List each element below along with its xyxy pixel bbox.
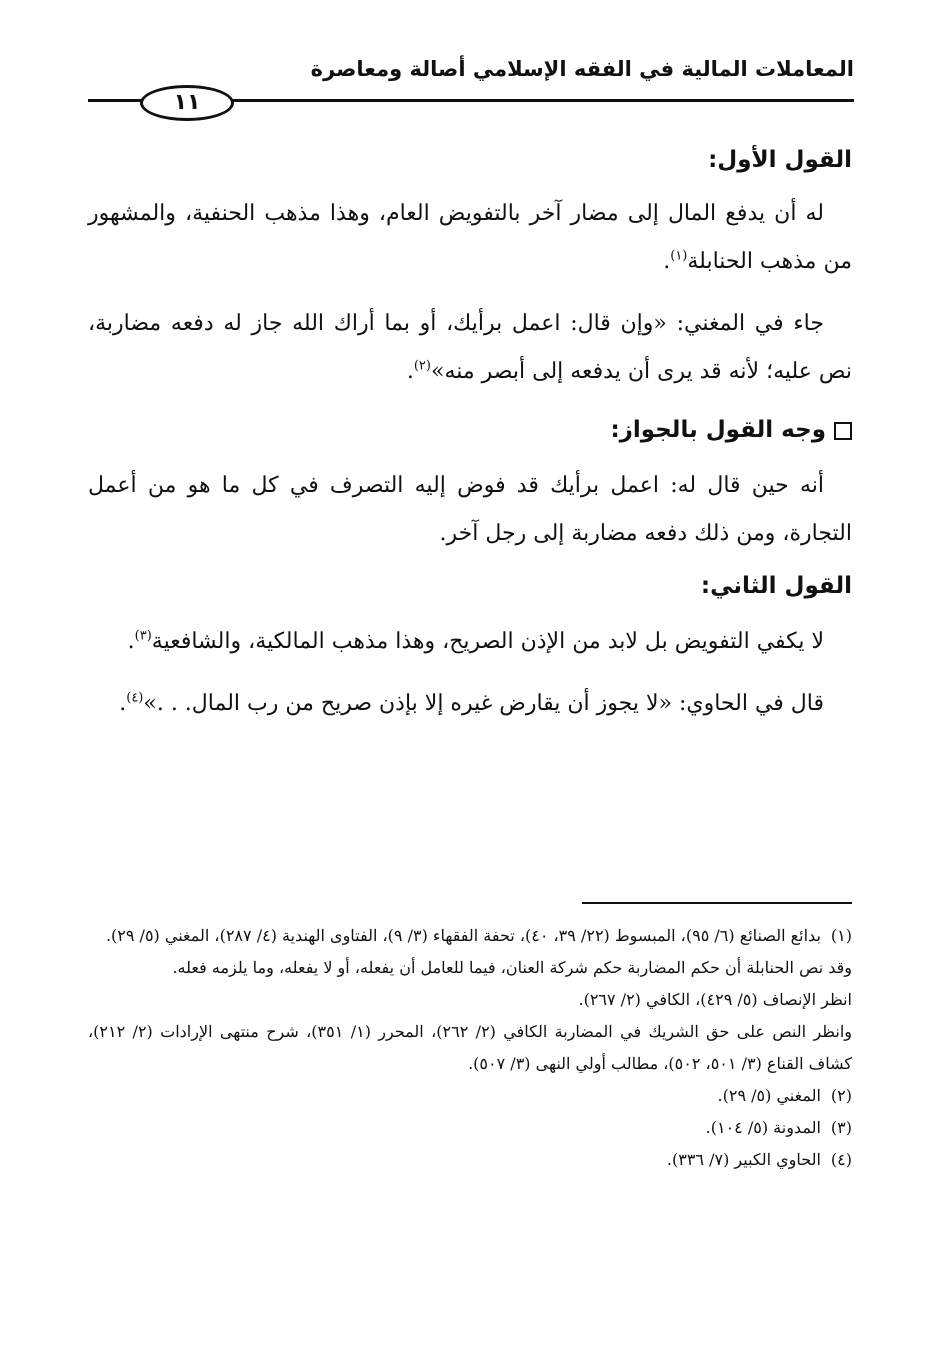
footnote-separator: [582, 902, 852, 904]
footnote-ref-4: (٤): [126, 690, 144, 706]
footnote-1-text: بدائع الصنائع (٦/ ٩٥)، المبسوط (٢٢/ ٣٩، ٤٠)، تحفة الفقهاء (٣/ ٩)، الفتاوى الهندية (٤/ ٢٨٧)، المغني (٥/ ٢٩).: [105, 926, 821, 945]
footnote-2-text: المغني (٥/ ٢٩).: [717, 1086, 821, 1105]
footnote-1-number: (١): [830, 926, 852, 945]
paragraph-5: قال في الحاوي: «لا يجوز أن يقارض غيره إلا بإذن صريح من رب المال. . .»$^{(٤)}$.: [119, 690, 824, 716]
footnotes: [88, 920, 852, 1176]
paragraph-4: لا يكفي التفويض بل لابد من الإذن الصريح، وهذا مذهب المالكية، والشافعية$^{(٣)}$.: [127, 628, 824, 654]
heading-second-opinion: القول الثاني:: [700, 573, 852, 599]
heading-first-opinion: القول الأول:: [708, 147, 852, 173]
paragraph-2: جاء في المغني: «وإن قال: اعمل برأيك، أو بما أراك الله جاز له دفعه مضاربة، نص عليه؛ لأنه قد يرى أن يدفعه إلى أبصر منه»$^{(٢)}$.: [88, 311, 852, 384]
paragraph-2-text: جاء في المغني: «وإن قال: اعمل برأيك، أو بما أراك الله جاز له دفعه مضاربة، نص عليه؛ لأنه قد يرى أن يدفعه إلى أبصر منه»: [88, 311, 852, 384]
checkbox-square-icon: [834, 422, 852, 440]
heading-reason-text: وجه القول بالجواز:: [610, 417, 826, 443]
footnote-4: [88, 1144, 852, 1176]
footnote-1: [88, 920, 852, 952]
paragraph-1-text: له أن يدفع المال إلى مضار آخر بالتفويض العام، وهذا مذهب الحنفية، والمشهور من مذهب الحنابلة: [88, 201, 852, 274]
paragraph-3: أنه حين قال له: اعمل برأيك قد فوض إليه التصرف في كل ما هو من أعمل التجارة، ومن ذلك دفعه مضاربة إلى رجل آخر.: [88, 473, 852, 546]
footnote-1-note: وقد نص الحنابلة أن حكم المضاربة حكم شركة العنان، فيما للعامل أن يفعله، أو لا يفعله، وما يلزمه فعله.: [172, 958, 852, 977]
heading-reason: [88, 410, 852, 450]
footnote-ref-3: (٣): [134, 628, 152, 644]
main-text: [88, 140, 852, 728]
footnote-1-see-also: وانظر النص على حق الشريك في المضاربة الكافي (٢/ ٢٦٢)، المحرر (١/ ٣٥١)، شرح منتهى الإرادات (٢/ ٢١٢)، كشاف القناع (٣/ ٥٠١، ٥٠٢)، مطالب أولي النهى (٣/ ٥٠٧).: [88, 1022, 853, 1073]
page-number: ١١: [140, 85, 234, 121]
footnote-2-number: (٢): [830, 1086, 852, 1105]
footnote-4-number: (٤): [830, 1150, 852, 1169]
footnote-ref-2: (٢): [413, 358, 431, 374]
footnote-3-text: المدونة (٥/ ١٠٤).: [705, 1118, 821, 1137]
page-header: [88, 55, 854, 120]
running-title: المعاملات المالية في الفقه الإسلامي أصالة ومعاصرة: [310, 57, 854, 81]
paragraph-1: له أن يدفع المال إلى مضار آخر بالتفويض العام، وهذا مذهب الحنفية، والمشهور من مذهب الحنابلة$^{(١)}$.: [88, 201, 852, 274]
footnote-3-number: (٣): [830, 1118, 852, 1137]
paragraph-5-text: قال في الحاوي: «لا يجوز أن يقارض غيره إلا بإذن صريح من رب المال. . .»: [143, 691, 824, 716]
footnote-1-see: انظر الإنصاف (٥/ ٤٢٩)، الكافي (٢/ ٢٦٧).: [578, 990, 852, 1009]
footnote-ref-1: (١): [670, 248, 688, 264]
footnote-4-text: الحاوي الكبير (٧/ ٣٣٦).: [666, 1150, 821, 1169]
footnote-3: [88, 1112, 852, 1144]
footnote-2: [88, 1080, 852, 1112]
paragraph-4-text: لا يكفي التفويض بل لابد من الإذن الصريح، وهذا مذهب المالكية، والشافعية: [151, 629, 824, 654]
